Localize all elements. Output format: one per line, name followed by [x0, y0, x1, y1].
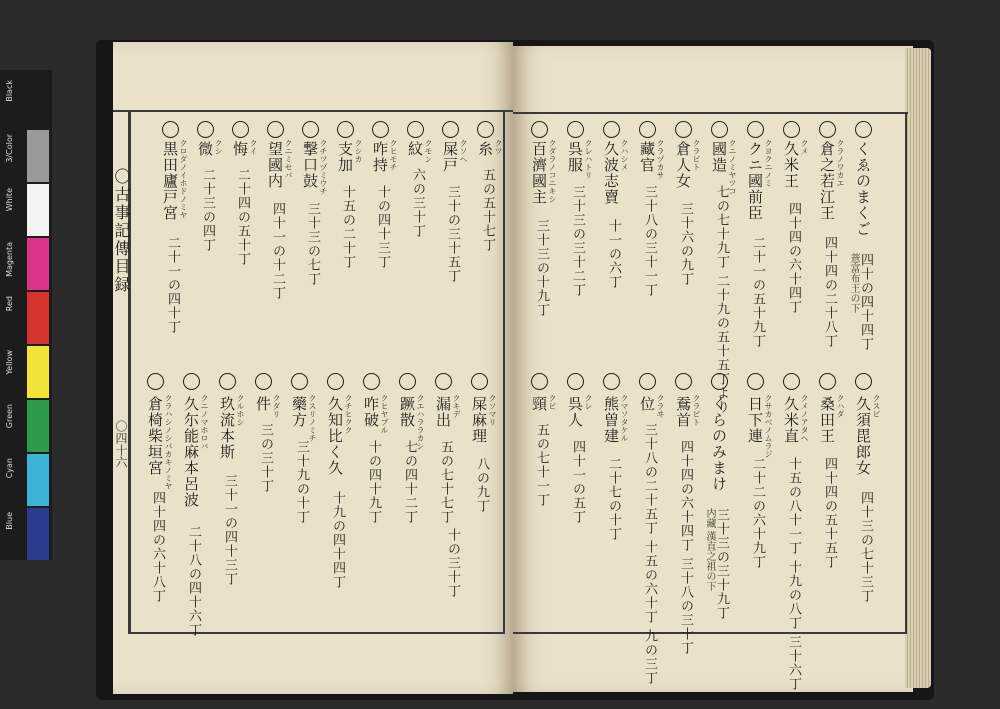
entry-circle-mark	[531, 373, 548, 390]
entry-circle-mark	[337, 121, 354, 138]
entry-page-reference: 二十二の六十九丁	[750, 457, 765, 569]
entry-name: 倉人女	[674, 141, 692, 189]
entry-furigana: クチツヅミウチ	[319, 139, 328, 195]
entry-furigana: クラビト	[692, 139, 701, 171]
entry-furigana: クヨクニノミ	[764, 139, 773, 187]
entry-furigana: クメ	[800, 139, 809, 155]
entry-circle-mark	[819, 121, 836, 138]
entry-page-reference: 三十三の七丁	[305, 202, 320, 286]
entry-name: 咋破	[362, 396, 380, 428]
entry-furigana: クダリ	[272, 394, 281, 418]
entry-page-reference: 五の五十七丁	[480, 168, 495, 252]
color-swatch-label: White	[5, 188, 14, 212]
entry-furigana: クラノワカエ	[836, 139, 845, 187]
extra-page-reference: 十の三十丁	[445, 528, 460, 598]
color-swatch	[27, 508, 49, 560]
entry-name: 百濟國主	[530, 141, 548, 205]
entry-circle-mark	[639, 373, 656, 390]
entry-name: 件	[254, 396, 272, 412]
color-swatch	[27, 130, 49, 182]
entry-page-reference: 二十七の十丁	[606, 457, 621, 541]
entry-furigana: クツ	[494, 139, 503, 155]
entry-circle-mark	[783, 373, 800, 390]
entry-circle-mark	[435, 373, 452, 390]
entry-furigana: クニミセバ	[284, 139, 293, 179]
right-top-rule	[513, 112, 908, 114]
entry-name: 鴌首	[674, 396, 692, 428]
entry-page-reference: 二十八の四十六丁	[186, 525, 201, 637]
entry-page-reference: 四十一の十二丁	[270, 202, 285, 300]
entry-circle-mark	[183, 373, 200, 390]
entry-circle-mark	[471, 373, 488, 390]
entry-page-reference: 八の九丁	[474, 457, 489, 513]
entry-page-reference: 三十三の三十二丁	[570, 185, 585, 297]
color-swatch-label: Red	[5, 296, 14, 312]
entry-circle-mark	[747, 121, 764, 138]
entry-circle-mark	[267, 121, 284, 138]
entry-furigana: クモン	[424, 139, 433, 163]
entry-page-reference: 三十八の三十一丁	[642, 185, 657, 297]
entry-page-reference: 三十三の十九丁	[534, 219, 549, 317]
color-swatch-label: Black	[5, 80, 14, 102]
color-swatch-label: Green	[5, 404, 14, 429]
entry-name: 熊曽建	[602, 396, 620, 444]
entry-circle-mark	[291, 373, 308, 390]
entry-furigana: クスビ	[872, 394, 881, 418]
entry-name: 咋持	[371, 141, 389, 173]
entry-circle-mark	[531, 121, 548, 138]
entry-furigana: クハシメ	[620, 139, 629, 171]
entry-name: 位	[638, 396, 656, 412]
entry-page-reference: 四十一の五丁	[570, 440, 585, 524]
entry-name: 紋	[406, 141, 424, 157]
entry-page-reference: 四十四の二十八丁	[822, 236, 837, 348]
entry-name: 糸	[476, 141, 494, 157]
entry-page-reference: 十の四十三丁	[375, 185, 390, 269]
entry-name: 悔	[231, 141, 249, 157]
entry-name: 藥方	[290, 396, 308, 428]
entry-page-reference: 五の七十一丁	[534, 423, 549, 507]
entry-circle-mark	[567, 373, 584, 390]
entry-name: 國造	[710, 141, 728, 173]
entry-name: 倉椅柴垣宮	[146, 396, 164, 476]
entry-furigana: クダラノコニキシ	[548, 139, 557, 203]
entry-furigana: クメノアタヘ	[800, 394, 809, 442]
entry-name: 頸	[530, 396, 548, 412]
entry-furigana: クラハシノシバカキノミヤ	[164, 394, 173, 490]
entry-circle-mark	[675, 373, 692, 390]
entry-circle-mark	[477, 121, 494, 138]
entry-furigana: クエハララカシ	[416, 394, 425, 450]
color-swatch	[27, 184, 49, 236]
entry-furigana: クシ	[214, 139, 223, 155]
entry-circle-mark	[442, 121, 459, 138]
entry-name: 久尓能麻本呂波	[182, 396, 200, 508]
entry-name: 呉人	[566, 396, 584, 428]
entry-furigana: クソヘ	[459, 139, 468, 163]
entry-circle-mark	[407, 121, 424, 138]
entry-furigana: クラビト	[692, 394, 701, 426]
entry-page-reference: 四十四の六十四丁	[786, 202, 801, 314]
color-swatch	[27, 238, 49, 290]
entry-page-reference: 四十四の五十五丁	[822, 457, 837, 569]
color-swatch-label: 3/Color	[5, 134, 14, 163]
book-title: 〇古事記傳目録	[112, 168, 131, 294]
entry-circle-mark	[819, 373, 836, 390]
entry-furigana: クヒヤブル	[380, 394, 389, 434]
entry-page-reference: 三十三の三十九丁	[714, 508, 729, 620]
entry-name: 久須毘郎女	[854, 396, 872, 476]
entry-page-reference: 二十三の四丁	[200, 168, 215, 252]
entry-circle-mark	[162, 121, 179, 138]
entry-circle-mark	[327, 373, 344, 390]
entry-furigana: クラヅカサ	[656, 139, 665, 179]
entry-furigana: クニノマホロバ	[200, 394, 209, 450]
entry-name: 黒田廬戸宮	[161, 141, 179, 221]
entry-circle-mark	[783, 121, 800, 138]
entry-circle-mark	[747, 373, 764, 390]
entry-note: 薏富布王の下	[848, 253, 859, 313]
entry-name: 倉之若江王	[818, 141, 836, 221]
color-swatch-label: Magenta	[5, 242, 14, 277]
entry-furigana: クレハトリ	[584, 139, 593, 179]
entry-name: 撃口鼓	[301, 141, 319, 189]
entry-circle-mark	[302, 121, 319, 138]
entry-page-reference: 十五の八十一丁 十九の八丁 三十六丁	[786, 457, 801, 692]
entry-furigana: クルホシ	[236, 394, 245, 426]
entry-page-reference: 三の三十丁	[258, 423, 273, 493]
entry-name: 呉服	[566, 141, 584, 173]
entry-page-reference: 三十の三十五丁	[445, 185, 460, 283]
entry-circle-mark	[372, 121, 389, 138]
entry-name: 久知比く久	[326, 396, 344, 476]
color-swatch	[27, 454, 49, 506]
color-swatch-label: Cyan	[5, 458, 14, 479]
entry-circle-mark	[639, 121, 656, 138]
entry-name: 玖流本斯	[218, 396, 236, 460]
entry-page-reference: 十の四十九丁	[366, 440, 381, 524]
entry-page-reference: 十一の六丁	[606, 219, 621, 289]
entry-furigana: クハダ	[836, 394, 845, 418]
entry-name: 久波志賣	[602, 141, 620, 205]
entry-furigana: クレ	[584, 394, 593, 410]
entry-name: 桑田王	[818, 396, 836, 444]
entry-name: 屎麻理	[470, 396, 488, 444]
entry-page-reference: 十九の四十四丁	[330, 491, 345, 589]
entry-name: 久米王	[782, 141, 800, 189]
entry-furigana: クマソタケル	[620, 394, 629, 442]
entry-name: クニ國前臣	[746, 141, 764, 221]
entry-page-reference: 五の七十七丁	[438, 440, 453, 524]
color-swatch-label: Yellow	[5, 350, 14, 375]
entry-name: 漏出	[434, 396, 452, 428]
entry-furigana: クキデ	[452, 394, 461, 418]
entry-page-reference: 七の七十九丁 二十九の五十五丁より	[714, 185, 729, 415]
entry-circle-mark	[255, 373, 272, 390]
left-top-rule	[113, 110, 513, 112]
entry-name: 藏官	[638, 141, 656, 173]
entry-circle-mark	[399, 373, 416, 390]
entry-circle-mark	[711, 121, 728, 138]
entry-circle-mark	[855, 121, 872, 138]
entry-page-reference: 二十四の五十丁	[235, 168, 250, 266]
entry-name: くらのみまけ	[710, 396, 728, 492]
entry-furigana: クイ	[249, 139, 258, 155]
color-swatch	[27, 292, 49, 344]
entry-circle-mark	[675, 121, 692, 138]
entry-name: 微	[196, 141, 214, 157]
entry-furigana: クソマリ	[488, 394, 497, 426]
page-folio: 〇四十六	[114, 420, 128, 468]
entry-circle-mark	[147, 373, 164, 390]
entry-circle-mark	[711, 373, 728, 390]
entry-name: 日下連	[746, 396, 764, 444]
entry-page-reference: 二十一の五十九丁	[750, 236, 765, 348]
entry-circle-mark	[363, 373, 380, 390]
entry-furigana: クロダノイホドノミヤ	[179, 139, 188, 219]
entry-furigana: クサカベノムラジ	[764, 394, 773, 458]
entry-page-reference: 三十九の十丁	[294, 440, 309, 524]
entry-furigana: クニノミヤツコ	[728, 139, 737, 195]
entry-circle-mark	[603, 121, 620, 138]
entry-circle-mark	[232, 121, 249, 138]
color-calibration-strip	[0, 70, 52, 560]
entry-page-reference: 四十の四十四丁	[858, 253, 873, 351]
entry-circle-mark	[603, 373, 620, 390]
entry-page-reference: 二十一の四十丁	[165, 236, 180, 334]
entry-name: 蹶散	[398, 396, 416, 428]
entry-name: 支加	[336, 141, 354, 173]
entry-circle-mark	[855, 373, 872, 390]
entry-page-reference: 三十六の九丁	[678, 202, 693, 286]
entry-page-reference: 六の三十丁	[410, 168, 425, 238]
color-swatch	[27, 346, 49, 398]
entry-furigana: クヒモチ	[389, 139, 398, 171]
entry-page-reference: 三十一の四十三丁	[222, 474, 237, 586]
entry-name: くゑのまくご	[854, 141, 872, 237]
entry-circle-mark	[219, 373, 236, 390]
entry-name: 望國内	[266, 141, 284, 189]
entry-page-reference: 七の四十二丁	[402, 440, 417, 524]
entry-name: 久米直	[782, 396, 800, 444]
page-edges	[905, 48, 931, 688]
entry-furigana: クラヰ	[656, 394, 665, 418]
entry-name: 屎戸	[441, 141, 459, 173]
color-swatch	[27, 400, 49, 452]
entry-page-reference: 四十三の七十三丁	[858, 491, 873, 603]
entry-furigana: クシカ	[354, 139, 363, 163]
color-swatch-label: Blue	[5, 512, 14, 530]
entry-page-reference: 十五の二十丁	[340, 185, 355, 269]
entry-page-reference: 四十四の六十四丁 三十八の三十丁	[678, 440, 693, 656]
entry-furigana: クチヒクク	[344, 394, 353, 434]
color-swatch	[27, 76, 49, 128]
entry-note: 内藏 漢直之祖の下	[704, 508, 715, 592]
entry-page-reference: 四十四の六十八丁	[150, 491, 165, 603]
entry-furigana: クスリノミチ	[308, 394, 317, 442]
entry-furigana: クビ	[548, 394, 557, 410]
entry-circle-mark	[567, 121, 584, 138]
entry-circle-mark	[197, 121, 214, 138]
entry-page-reference: 三十八の二十五丁 十五の六十丁 九の三丁	[642, 423, 657, 686]
